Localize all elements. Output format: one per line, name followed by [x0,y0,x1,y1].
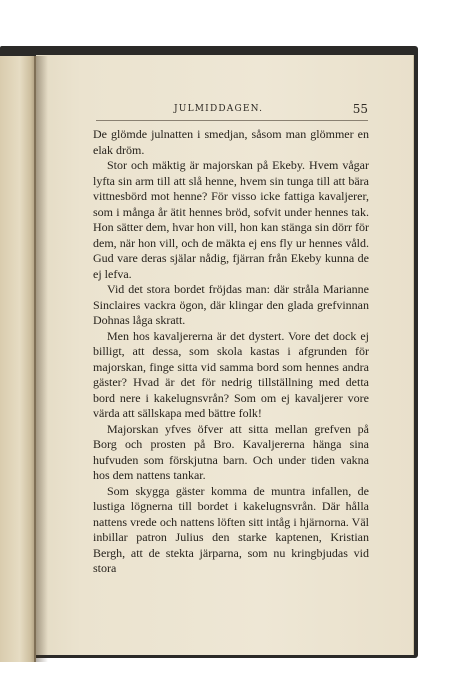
paragraph: Majorskan yfves öfver att sitta mellan grefven på Borg och prosten på Bro. Kavaljererna hänga sina hufvuden som förskjutna barn. Och under tiden vakna hos dem nattens tankar. [93,421,369,482]
header-rule [96,120,368,121]
page-number: 55 [352,102,368,116]
body-text [93,127,369,577]
paragraph: Stor och mäktig är majorskan på Ekeby. Hvem vågar lyfta sin arm till att slå henne, hvem sin tunga till att bära vittnesbörd mot henne? För visso icke fattiga kavaljerer, som i många år ätit hennes bröd, sofvit under hennes tak. Hon sätter dem, hvar hon vill, hon kan stänga sin dörr för dem, när hon vill, och de mäkta ej ens fly ur hennes våld. Gud vare deras själar nådig, fjärran från Ekeby kunna de ej lefva. [93,158,369,281]
paragraph: Men hos kavaljererna är det dystert. Vore det dock ej billigt, att dessa, som skola kastas i afgrunden för majorskan, finge sitta vid samma bord som hennes andra gäster? Hvad är det för nedrig tillställning med detta bord nere i kakelugnsvrån? Som om ej kavaljerer vore värda att sällskapa med bättre folk! [93,328,369,420]
left-page-edge [0,56,36,662]
running-title: JULMIDDAGEN. [174,104,264,114]
paragraph: Vid det stora bordet fröjdas man: där stråla Marianne Sinclaires vackra ögon, där klingar den glada grefvinnan Dohnas låga skratt. [93,282,369,327]
paragraph: De glömde julnatten i smedjan, såsom man glömmer en elak dröm. [93,127,369,157]
gutter-shadow [34,56,48,662]
paragraph: Som skygga gäster komma de muntra infallen, de lustiga lögnerna till bordet i kakelugnsvrån. Där hålla nattens vrede och nattens löften sitt intåg i hjärnorna. Väl inbillar patron Julius den starke kaptenen, Kristian Bergh, att de stekta järparna, som nu kringbjudas vid stora [93,483,369,575]
